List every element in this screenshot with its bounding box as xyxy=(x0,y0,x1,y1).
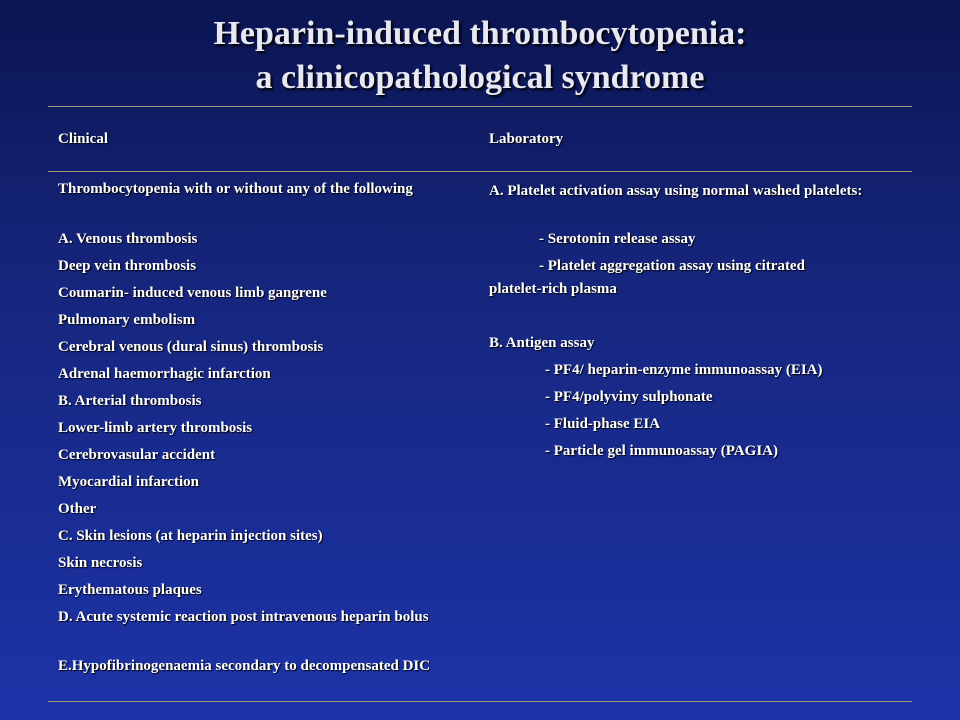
clinical-item: Coumarin- induced venous limb gangrene xyxy=(58,285,327,301)
table-header-rule xyxy=(48,171,912,172)
laboratory-item: - PF4/polyviny sulphonate xyxy=(545,389,713,405)
clinical-item: Thrombocytopenia with or without any of the following xyxy=(58,181,413,197)
clinical-item: B. Arterial thrombosis xyxy=(58,393,202,409)
table-top-rule xyxy=(48,106,912,107)
clinical-item: C. Skin lesions (at heparin injection sites) xyxy=(58,528,323,544)
clinical-item: Skin necrosis xyxy=(58,555,143,571)
laboratory-item: B. Antigen assay xyxy=(489,335,595,351)
table-bottom-rule xyxy=(48,701,912,702)
clinical-item: A. Venous thrombosis xyxy=(58,231,198,247)
clinical-item: Myocardial infarction xyxy=(58,474,199,490)
title-line-1: Heparin-induced thrombocytopenia: xyxy=(213,15,747,52)
clinical-item: Deep vein thrombosis xyxy=(58,258,197,274)
laboratory-item: - Fluid-phase EIA xyxy=(545,416,661,432)
header-clinical: Clinical xyxy=(58,131,109,147)
laboratory-item: - Platelet aggregation assay using citrated xyxy=(539,258,805,274)
clinical-item: D. Acute systemic reaction post intravenous heparin bolus xyxy=(58,609,429,625)
clinical-item: Erythematous plaques xyxy=(58,582,202,598)
clinical-item: E.Hypofibrinogenaemia secondary to decompensated DIC xyxy=(58,658,431,674)
clinical-item: Other xyxy=(58,501,97,517)
laboratory-item: A. Platelet activation assay using normal washed platelets: xyxy=(489,183,863,199)
clinical-item: Cerebral venous (dural sinus) thrombosis xyxy=(58,339,324,355)
laboratory-item: - Serotonin release assay xyxy=(539,231,696,247)
clinical-item: Adrenal haemorrhagic infarction xyxy=(58,366,271,382)
slide-title xyxy=(0,12,960,100)
clinical-item: Lower-limb artery thrombosis xyxy=(58,420,253,436)
clinical-item: Cerebrovasular accident xyxy=(58,447,216,463)
laboratory-item: platelet-rich plasma xyxy=(489,281,617,297)
laboratory-item: - Particle gel immunoassay (PAGIA) xyxy=(545,443,779,459)
title-line-2: a clinicopathological syndrome xyxy=(255,59,705,96)
clinical-item: Pulmonary embolism xyxy=(58,312,196,328)
laboratory-item: - PF4/ heparin-enzyme immunoassay (EIA) xyxy=(545,362,823,378)
header-laboratory: Laboratory xyxy=(489,131,564,147)
